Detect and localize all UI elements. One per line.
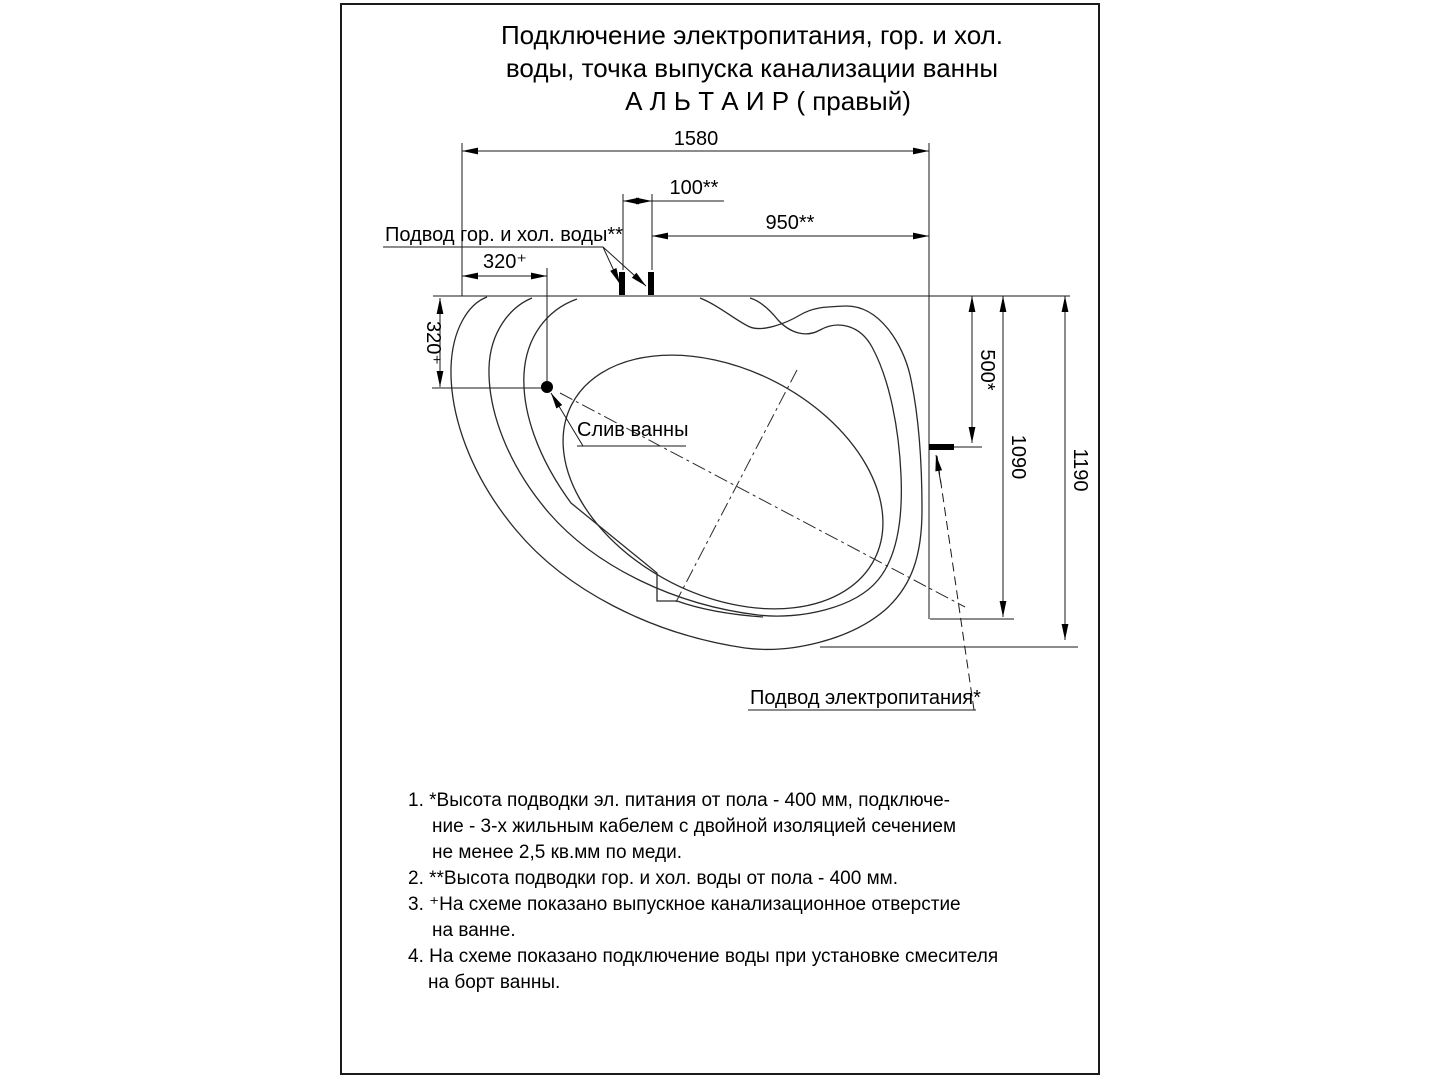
note-line: 1. *Высота подводки эл. питания от пола - 400 мм, подключе-	[408, 790, 950, 811]
drain-point-marker	[541, 381, 553, 393]
dimension-value: 320⁺	[483, 251, 527, 273]
dimension-value: 500*	[976, 349, 998, 391]
note-line: 3. ⁺На схеме показано выпускное канализационное отверстие	[408, 894, 961, 915]
power-supply-label: Подвод электропитания*	[750, 687, 981, 709]
dimension-value: 950**	[765, 212, 815, 234]
dimension-value: 100**	[669, 177, 719, 199]
note-line: на ванне.	[432, 920, 516, 941]
dimension-value: 1090	[1007, 434, 1029, 480]
dimension-value: 1580	[673, 128, 719, 150]
dimension-value: 320⁺	[422, 321, 444, 365]
note-line: 2. **Высота подводки гор. и хол. воды от пола - 400 мм.	[408, 868, 899, 889]
water-connection-point-marker	[619, 272, 625, 295]
note-line: ние - 3-х жильным кабелем с двойной изоляцией сечением	[432, 816, 957, 837]
note-line: не менее 2,5 кв.мм по меди.	[432, 842, 682, 863]
water-supply-label: Подвод гор. и хол. воды**	[385, 224, 623, 246]
note-line: на борт ванны.	[428, 972, 561, 993]
title-line-2: воды, точка выпуска канализации ванны	[505, 53, 999, 83]
dimension-value: 1190	[1069, 448, 1091, 492]
note-line: 4. На схеме показано подключение воды при установке смесителя	[408, 946, 999, 967]
power-connection-point-marker	[929, 444, 954, 450]
title-line-1: Подключение электропитания, гор. и хол.	[500, 20, 1004, 50]
title-line-3-model-name: А Л Ь Т А И Р ( правый)	[625, 86, 911, 116]
water-connection-point-marker	[648, 272, 654, 295]
drain-label: Слив ванны	[577, 419, 689, 441]
